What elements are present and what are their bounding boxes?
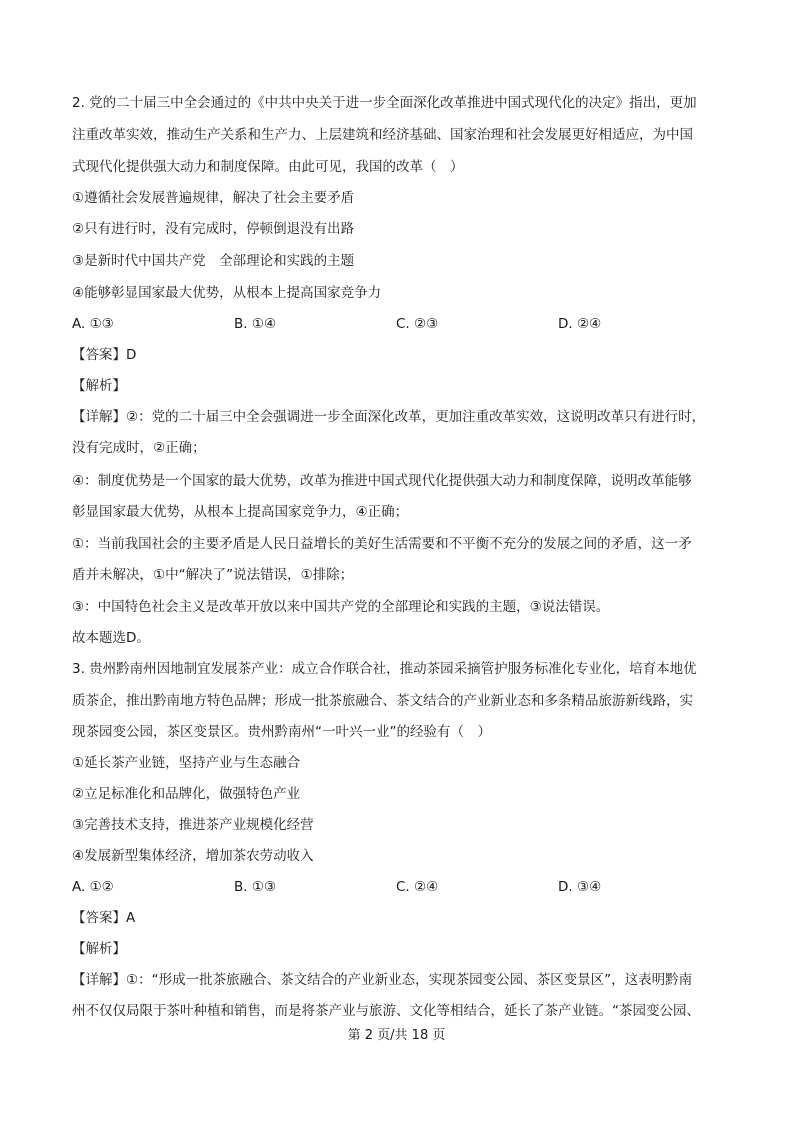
q3-stem-line-3: 现茶园变公园，茶区变景区。贵州黔南州“一叶兴一业”的经验有（ ）: [72, 724, 491, 740]
page-footer: 第 2 页/共 18 页: [347, 1028, 446, 1043]
q3-analysis-label: 【解析】: [72, 941, 126, 957]
q2-detail-line-2: 没有完成时，②正确；: [72, 440, 206, 456]
q3-item-1: ①延长茶产业链，坚持产业与生态融合: [72, 755, 301, 771]
q2-analysis-label: 【解析】: [72, 378, 126, 394]
q3-option-d: D. ③④: [558, 879, 602, 895]
q2-option-c: C. ②③: [396, 316, 439, 332]
q3-detail-line-1: 【详解】①：“形成一批茶旅融合、茶文结合的产业新业态，实现茶园变公园、茶区变景区”，这表明黔南: [72, 972, 693, 988]
q3-answer: 【答案】A: [72, 910, 136, 926]
q2-stem-line-2: 注重改革实效，推动生产关系和生产力、上层建筑和经济基础、国家治理和社会发展更好相适应，为中国: [72, 127, 693, 143]
q2-item-2: ②只有进行时，没有完成时，停顿倒退没有出路: [72, 221, 355, 237]
q2-item-1: ①遵循社会发展普遍规律，解决了社会主要矛盾: [72, 190, 355, 206]
q3-option-c: C. ②④: [396, 879, 439, 895]
q2-stem-line-3: 式现代化提供强大动力和制度保障。由此可见，我国的改革（ ）: [72, 159, 464, 175]
q2-option-a: A. ①③: [72, 316, 114, 332]
q2-detail-line-6: 盾并未解决，①中“解决了”说法错误，①排除；: [72, 567, 354, 583]
q3-option-b: B. ①③: [234, 879, 277, 895]
q2-option-b: B. ①④: [234, 316, 277, 332]
q3-option-a: A. ①②: [72, 879, 114, 895]
q3-item-2: ②立足标准化和品牌化，做强特色产业: [72, 786, 301, 802]
q2-detail-line-1: 【详解】②：党的二十届三中全会强调进一步全面深化改革，更加注重改革实效，这说明改革只有进行时，: [72, 409, 706, 425]
q2-item-4: ④能够彰显国家最大优势，从根本上提高国家竞争力: [72, 285, 382, 301]
q2-detail-line-4: 彰显国家最大优势，从根本上提高国家竞争力，④正确；: [72, 504, 409, 520]
q2-detail-line-5: ①：当前我国社会的主要矛盾是人民日益增长的美好生活需要和不平衡不充分的发展之间的矛盾，这一矛: [72, 536, 692, 552]
q2-answer: 【答案】D: [72, 347, 137, 363]
q3-detail-line-2: 州不仅仅局限于茶叶种植和销售，而是将茶产业与旅游、文化等相结合，延长了茶产业链。“茶园变公园、: [72, 1003, 700, 1019]
q3-item-4: ④发展新型集体经济，增加茶农劳动收入: [72, 848, 314, 864]
q2-item-3: ③是新时代中国共产党 全部理论和实践的主题: [72, 253, 355, 269]
q3-item-3: ③完善技术支持，推进茶产业规模化经营: [72, 817, 314, 833]
q2-detail-line-7: ③：中国特色社会主义是改革开放以来中国共产党的全部理论和实践的主题，③说法错误。: [72, 599, 610, 615]
q2-option-d: D. ②④: [558, 316, 602, 332]
q2-stem-line-1: 2. 党的二十届三中全会通过的《中共中央关于进一步全面深化改革推进中国式现代化的决定》指出，更加: [72, 95, 697, 111]
q3-stem-line-1: 3. 贵州黔南州因地制宜发展茶产业：成立合作联合社，推动茶园采摘管护服务标准化专业化，培育本地优: [72, 661, 697, 677]
q3-stem-line-2: 质茶企，推出黔南地方特色品牌；形成一批茶旅融合、茶文结合的产业新业态和多条精品旅游新线路，实: [72, 693, 693, 709]
q2-detail-line-3: ④：制度优势是一个国家的最大优势，改革为推进中国式现代化提供强大动力和制度保障，说明改革能够: [72, 473, 692, 489]
q2-detail-line-8: 故本题选D。: [72, 630, 150, 646]
